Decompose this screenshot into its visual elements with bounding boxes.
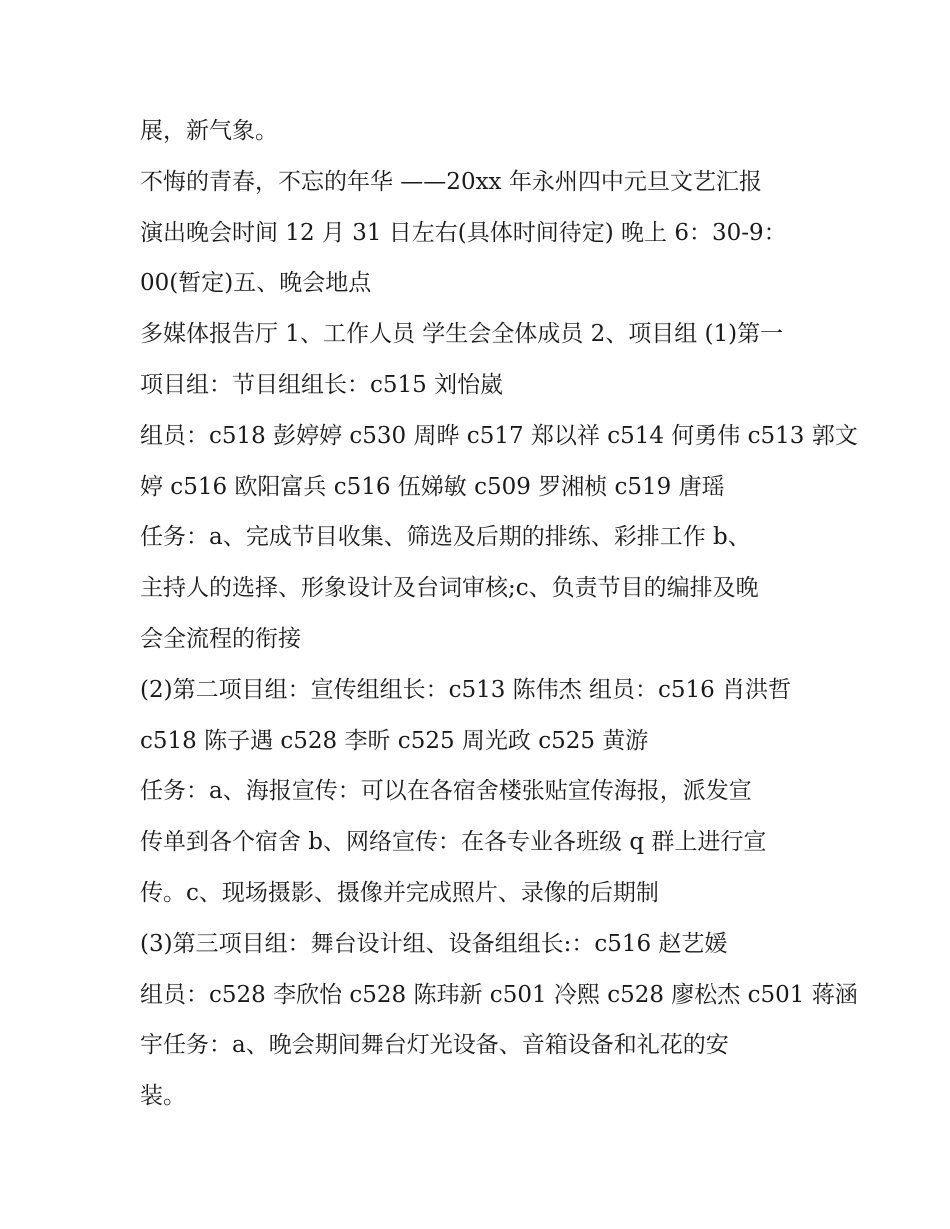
text-line: 多媒体报告厅 1、工作人员 学生会全体成员 2、项目组 (1)第一 xyxy=(140,321,784,348)
text-line: 任务：a、海报宣传：可以在各宿舍楼张贴宣传海报，派发宣 xyxy=(140,778,752,805)
text-line: 00(暂定)五、晚会地点 xyxy=(140,270,372,297)
text-line: 婷 c516 欧阳富兵 c516 伍娣敏 c509 罗湘桢 c519 唐瑶 xyxy=(140,473,725,500)
text-line: 任务：a、完成节目收集、筛选及后期的排练、彩排工作 b、 xyxy=(140,524,751,551)
text-line: 演出晚会时间 12 月 31 日左右(具体时间待定) 晚上 6：30-9： xyxy=(140,219,787,246)
text-line: 主持人的选择、形象设计及台词审核;c、负责节目的编排及晚 xyxy=(140,575,759,602)
text-line: 传单到各个宿舍 b、网络宣传：在各专业各班级 q 群上进行宣 xyxy=(140,829,767,856)
text-line: 项目组：节目组组长：c515 刘怡崴 xyxy=(140,371,504,398)
text-line: 宇任务：a、晚会期间舞台灯光设备、音箱设备和礼花的安 xyxy=(140,1032,729,1059)
text-line: 展，新气象。 xyxy=(140,118,278,144)
text-line: 装。 xyxy=(140,1083,186,1110)
text-line: 组员：c528 李欣怡 c528 陈玮新 c501 冷熙 c528 廖松杰 c501 蒋涵 xyxy=(140,981,858,1008)
text-line: 会全流程的衔接 xyxy=(140,625,301,652)
text-line: 传。c、现场摄影、摄像并完成照片、录像的后期制 xyxy=(140,879,659,906)
text-line: 组员：c518 彭婷婷 c530 周晔 c517 郑以祥 c514 何勇伟 c513 郭文 xyxy=(140,422,858,449)
text-line: (3)第三项目组：舞台设计组、设备组组长:：c516 赵艺媛 xyxy=(140,930,728,957)
document-body xyxy=(140,106,858,1122)
text-line: (2)第二项目组：宣传组组长：c513 陈伟杰 组员：c516 肖洪哲 xyxy=(140,676,792,703)
text-line: c518 陈子遇 c528 李昕 c525 周光政 c525 黄游 xyxy=(140,727,649,754)
text-line: 不悔的青春，不忘的年华 ——20xx 年永州四中元旦文艺汇报 xyxy=(140,168,762,195)
